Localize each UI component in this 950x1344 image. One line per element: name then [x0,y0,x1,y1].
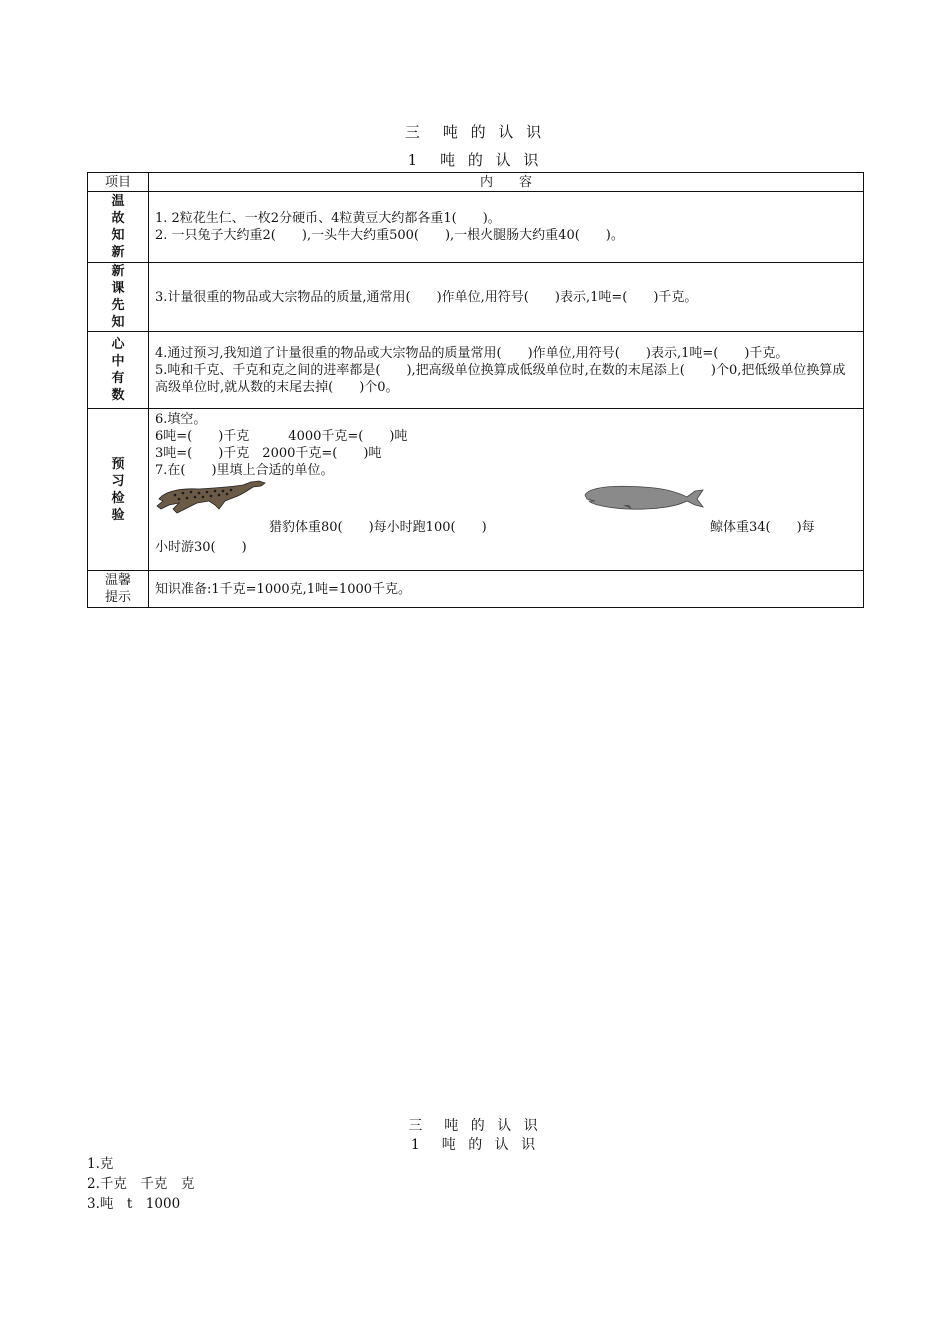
question-5: 5.吨和千克、千克和克之间的进率都是( ),把高级单位换算成低级单位时,在数的末尾添上( )个0,把低级单位换算成高级单位时,就从数的末尾去掉( )个0。 [155,362,846,395]
fill-blank-line-1: 6吨=( )千克 4000千克=( )吨 [155,429,408,444]
lesson-title: 1 吨 的 认 识 [407,151,543,169]
column-header-content: 内 容 [149,173,864,192]
cheetah-question: 猎豹体重80( )每小时跑100( ) [269,520,487,535]
answer-list [87,1154,194,1214]
row-label-review: 温 故 知 新 [88,192,149,263]
row-label-tip: 温馨 提示 [88,571,149,608]
animal-illustrations [155,479,857,539]
preview-worksheet-table [87,172,864,608]
row-label-preview-check: 预 习 检 验 [88,409,149,571]
table-row [88,332,864,409]
answer-lesson-title: 1 吨 的 认 识 [410,1137,540,1153]
answer-chapter-title: 三 吨 的 认 识 [408,1118,542,1134]
cheetah-image [155,479,267,515]
question-4: 4.通过预习,我知道了计量很重的物品或大宗物品的质量常用( )作单位,用符号( )表示,1吨=( )千克。 [155,345,789,361]
table-row [88,263,864,332]
row-content-tip [149,571,864,608]
answer-item: 2.千克 千克 克 [87,1176,195,1192]
row-content-in-mind [149,332,864,409]
table-row [88,571,864,608]
row-content-preview-check [149,409,864,571]
question-1: 1. 2粒花生仁、一枚2分硬币、4粒黄豆大约都各重1( )。 [155,211,501,226]
question-3: 3.计量很重的物品或大宗物品的质量,通常用( )作单位,用符号( )表示,1吨=( )千克。 [155,289,698,305]
whale-question-cont: 小时游30( ) [155,540,247,555]
row-content-review [149,192,864,263]
row-content-new-lesson [149,263,864,332]
table-header-row [88,173,864,192]
answer-item: 1.克 [87,1156,114,1172]
row-label-in-mind: 心 中 有 数 [88,332,149,409]
column-header-item: 项目 [88,173,149,192]
table-row [88,192,864,263]
knowledge-tip: 知识准备:1千克=1000克,1吨=1000千克。 [155,581,412,597]
question-2: 2. 一只兔子大约重2( ),一头牛大约重500( ),一根火腿肠大约重40( )。 [155,228,624,243]
table-row [88,409,864,571]
whale-image [583,483,705,513]
question-6: 6.填空。 [155,412,207,427]
fill-blank-line-2: 3吨=( )千克 2000千克=( )吨 [155,446,382,461]
whale-question: 鲸体重34( )每 [710,520,815,535]
chapter-title: 三 吨 的 认 识 [404,123,546,141]
row-label-new-lesson: 新 课 先 知 [88,263,149,332]
answer-item: 3.吨 t 1000 [87,1196,181,1212]
question-7: 7.在( )里填上合适的单位。 [155,463,334,478]
